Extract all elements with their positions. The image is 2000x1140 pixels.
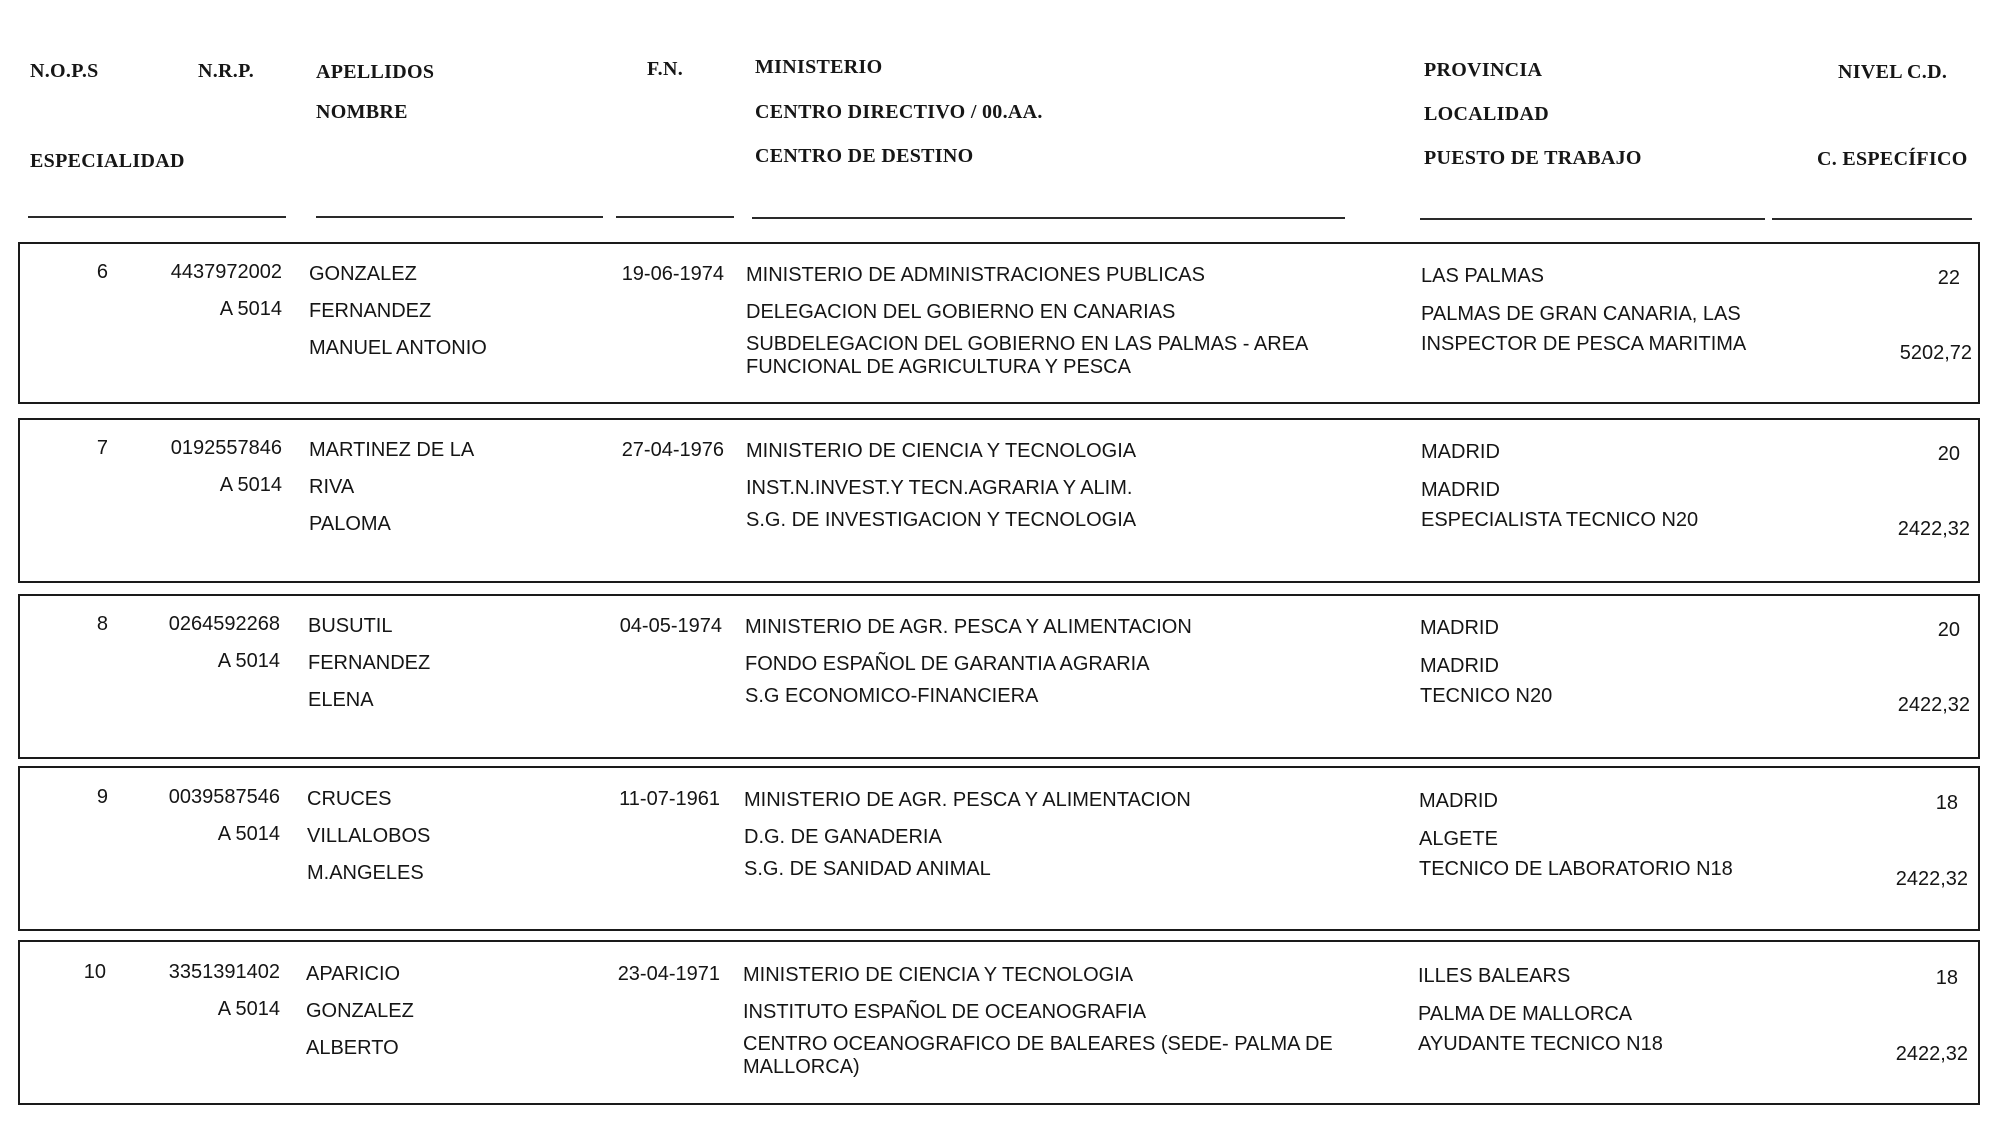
header-rule-nivel [1772,218,1972,220]
header-nivel: NIVEL C.D. [1838,61,1948,83]
record-nrp: 0192557846 [170,437,282,459]
record-provincia: MADRID [1420,617,1499,639]
record-nops: 9 [96,786,108,808]
header-especialidad: ESPECIALIDAD [30,150,185,172]
header-centro-destino: CENTRO DE DESTINO [755,145,974,167]
record-nombre: PALOMA [309,513,391,535]
record-centro-destino: S.G ECONOMICO-FINANCIERA [745,685,1039,707]
record-centro-directivo: FONDO ESPAÑOL DE GARANTIA AGRARIA [745,653,1150,675]
record-centro-directivo: INSTITUTO ESPAÑOL DE OCEANOGRAFIA [743,1001,1147,1023]
record-puesto: TECNICO N20 [1420,685,1553,707]
record-localidad: MADRID [1421,479,1500,501]
record-ministerio: MINISTERIO DE AGR. PESCA Y ALIMENTACION [744,789,1191,811]
record-especifico: 2422,32 [1897,694,1970,716]
record-nombre: M.ANGELES [307,862,424,884]
record-nivel: 20 [1937,443,1960,465]
header-ministerio: MINISTERIO [755,56,883,78]
record-apellido1: CRUCES [307,788,392,810]
record-localidad: PALMAS DE GRAN CANARIA, LAS [1421,303,1741,325]
header-nrp: N.R.P. [198,60,255,82]
record-nivel: 18 [1935,967,1958,989]
record-nrp: 0039587546 [168,786,280,808]
record-especialidad: A 5014 [217,823,280,845]
record-ministerio: MINISTERIO DE CIENCIA Y TECNOLOGIA [746,440,1137,462]
record-nops: 8 [96,613,108,635]
record-provincia: ILLES BALEARS [1418,965,1571,987]
record-apellido1: MARTINEZ DE LA [309,439,475,461]
record-centro-destino: SUBDELEGACION DEL GOBIERNO EN LAS PALMAS - AREA FUNCIONAL DE AGRICULTURA Y PESCA [746,333,1308,378]
record-centro-destino: S.G. DE SANIDAD ANIMAL [744,858,991,880]
header-especifico: C. ESPECÍFICO [1817,148,1968,170]
record-centro-directivo: INST.N.INVEST.Y TECN.AGRARIA Y ALIM. [746,477,1133,499]
record-puesto: TECNICO DE LABORATORIO N18 [1419,858,1733,880]
record-especialidad: A 5014 [219,298,282,320]
record-fn: 11-07-1961 [619,788,720,810]
record-especifico: 2422,32 [1897,518,1970,540]
record-puesto: INSPECTOR DE PESCA MARITIMA [1421,333,1747,355]
record-especialidad: A 5014 [217,998,280,1020]
record-nombre: ALBERTO [306,1037,399,1059]
record-centro-directivo: DELEGACION DEL GOBIERNO EN CANARIAS [746,301,1176,323]
record-apellido2: FERNANDEZ [309,300,432,322]
record-localidad: MADRID [1420,655,1499,677]
record-nops: 10 [83,961,106,983]
record-fn: 23-04-1971 [617,963,720,985]
record-apellido1: APARICIO [306,963,401,985]
record-especialidad: A 5014 [217,650,280,672]
header-rule-nops-nrp [28,216,286,218]
record-nivel: 20 [1937,619,1960,641]
record-apellido2: FERNANDEZ [308,652,431,674]
record-puesto: AYUDANTE TECNICO N18 [1418,1033,1663,1055]
record-localidad: PALMA DE MALLORCA [1418,1003,1633,1025]
record-apellido2: RIVA [309,476,355,498]
record-fn: 27-04-1976 [621,439,724,461]
record-apellido2: VILLALOBOS [307,825,431,847]
record-especialidad: A 5014 [219,474,282,496]
header-rule-provincia [1420,218,1765,220]
record-ministerio: MINISTERIO DE ADMINISTRACIONES PUBLICAS [746,264,1205,286]
record-apellido1: BUSUTIL [308,615,393,637]
record-localidad: ALGETE [1419,828,1498,850]
record-nops: 7 [96,437,108,459]
header-rule-fn [616,216,734,218]
record-provincia: MADRID [1421,441,1500,463]
record-provincia: LAS PALMAS [1421,265,1545,287]
record-nrp: 3351391402 [168,961,280,983]
record-centro-directivo: D.G. DE GANADERIA [744,826,942,848]
record-especifico: 2422,32 [1895,868,1968,890]
header-rule-apellidos [316,216,603,218]
header-nombre: NOMBRE [316,101,408,123]
header-rule-ministerio [752,217,1345,219]
record-apellido1: GONZALEZ [309,263,417,285]
header-localidad: LOCALIDAD [1424,103,1549,125]
record-fn: 19-06-1974 [621,263,724,285]
record-centro-destino: S.G. DE INVESTIGACION Y TECNOLOGIA [746,509,1137,531]
record-especifico: 5202,72 [1899,342,1972,364]
record-apellido2: GONZALEZ [306,1000,414,1022]
header-nops: N.O.P.S [30,60,99,82]
header-fn: F.N. [647,58,684,80]
record-nrp: 0264592268 [168,613,280,635]
record-especifico: 2422,32 [1895,1043,1968,1065]
record-nombre: MANUEL ANTONIO [309,337,487,359]
record-nrp: 4437972002 [170,261,282,283]
record-ministerio: MINISTERIO DE CIENCIA Y TECNOLOGIA [743,964,1134,986]
record-nivel: 18 [1935,792,1958,814]
record-nombre: ELENA [308,689,374,711]
record-centro-destino: CENTRO OCEANOGRAFICO DE BALEARES (SEDE- PALMA DE MALLORCA) [743,1033,1333,1078]
record-nivel: 22 [1937,267,1960,289]
header-puesto: PUESTO DE TRABAJO [1424,147,1642,169]
header-centro-directivo: CENTRO DIRECTIVO / 00.AA. [755,101,1043,123]
header-provincia: PROVINCIA [1424,59,1543,81]
record-puesto: ESPECIALISTA TECNICO N20 [1421,509,1699,531]
record-fn: 04-05-1974 [619,615,722,637]
record-nops: 6 [96,261,108,283]
header-apellidos: APELLIDOS [316,61,435,83]
record-provincia: MADRID [1419,790,1498,812]
record-ministerio: MINISTERIO DE AGR. PESCA Y ALIMENTACION [745,616,1192,638]
